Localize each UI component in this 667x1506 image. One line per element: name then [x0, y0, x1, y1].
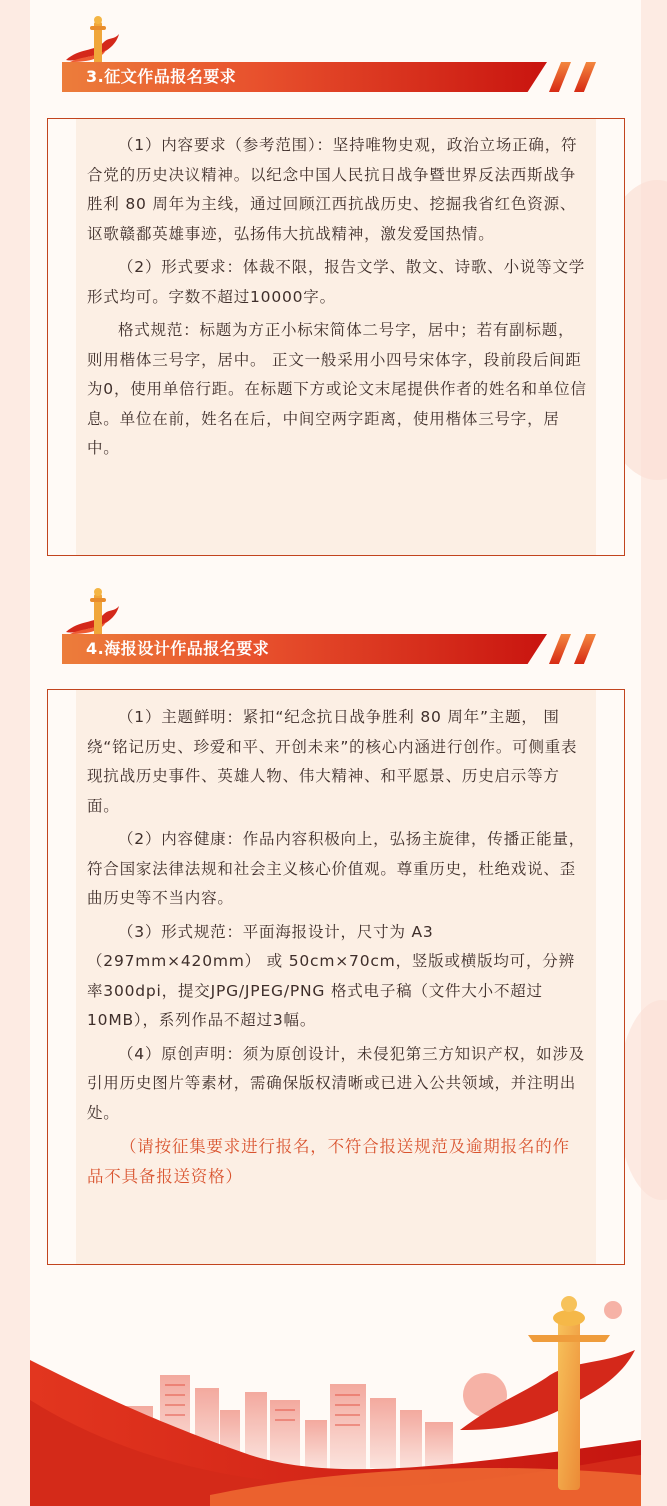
paragraph: （3）形式规范：平面海报设计，尺寸为 A3（297mm×420mm） 或 50cm×70cm，竖版或横版均可，分辨率300dpi，提交JPG/JPEG/PNG 格式电子稿（文件大小不超过10MB），系列作品不超过3幅。	[87, 922, 575, 1029]
section-title: 3.征文作品报名要求	[86, 67, 237, 86]
header-stripe	[549, 62, 571, 92]
section-header-3	[62, 62, 607, 94]
section-4-text	[87, 703, 587, 1196]
section-title: 4.海报设计作品报名要求	[86, 639, 270, 658]
header-stripe	[574, 634, 596, 664]
paragraph: （1）主题鲜明：紧扣“纪念抗日战争胜利 80 周年”主题， 围绕“铭记历史、珍爱和平、开创未来”的核心内涵进行创作。可侧重表现抗战历史事件、英雄人物、伟大精神、和平愿景、历史启示等方面。	[87, 708, 578, 815]
city-skyline-illustration	[30, 1280, 641, 1506]
paragraph: （2）形式要求：体裁不限，报告文学、散文、诗歌、小说等文学形式均可。字数不超过10000字。	[87, 258, 586, 306]
paragraph: （1）内容要求（参考范围）：坚持唯物史观，政治立场正确，符合党的历史决议精神。以纪念中国人民抗日战争暨世界反法西斯战争胜利 80 周年为主线，通过回顾江西抗战历史、挖掘我省红色资源、讴歌赣鄱英雄事迹，弘扬伟大抗战精神，激发爱国热情。	[87, 136, 578, 243]
section-3-text	[87, 131, 587, 468]
notice-text: （请按征集要求进行报名，不符合报送规范及逾期报名的作品不具备报送资格）	[87, 1137, 570, 1186]
paragraph: 格式规范：标题为方正小标宋简体二号字，居中；若有副标题，则用楷体三号字，居中。 正文一般采用小四号宋体字，段前段后间距为0，使用单倍行距。在标题下方或论文末尾提供作者的姓名和单位信息。单位在前，姓名在后，中间空两字距离，使用楷体三号字，居中。	[87, 321, 587, 457]
paragraph: （2）内容健康：作品内容积极向上，弘扬主旋律，传播正能量，符合国家法律法规和社会主义核心价值观。尊重历史，杜绝戏说、歪曲历史等不当内容。	[87, 830, 586, 907]
paragraph: （4）原创声明：须为原创设计，未侵犯第三方知识产权，如涉及引用历史图片等素材，需确保版权清晰或已进入公共领域，并注明出处。	[87, 1044, 586, 1122]
section-header-4	[62, 634, 607, 666]
header-stripe	[574, 62, 596, 92]
header-stripe	[549, 634, 571, 664]
